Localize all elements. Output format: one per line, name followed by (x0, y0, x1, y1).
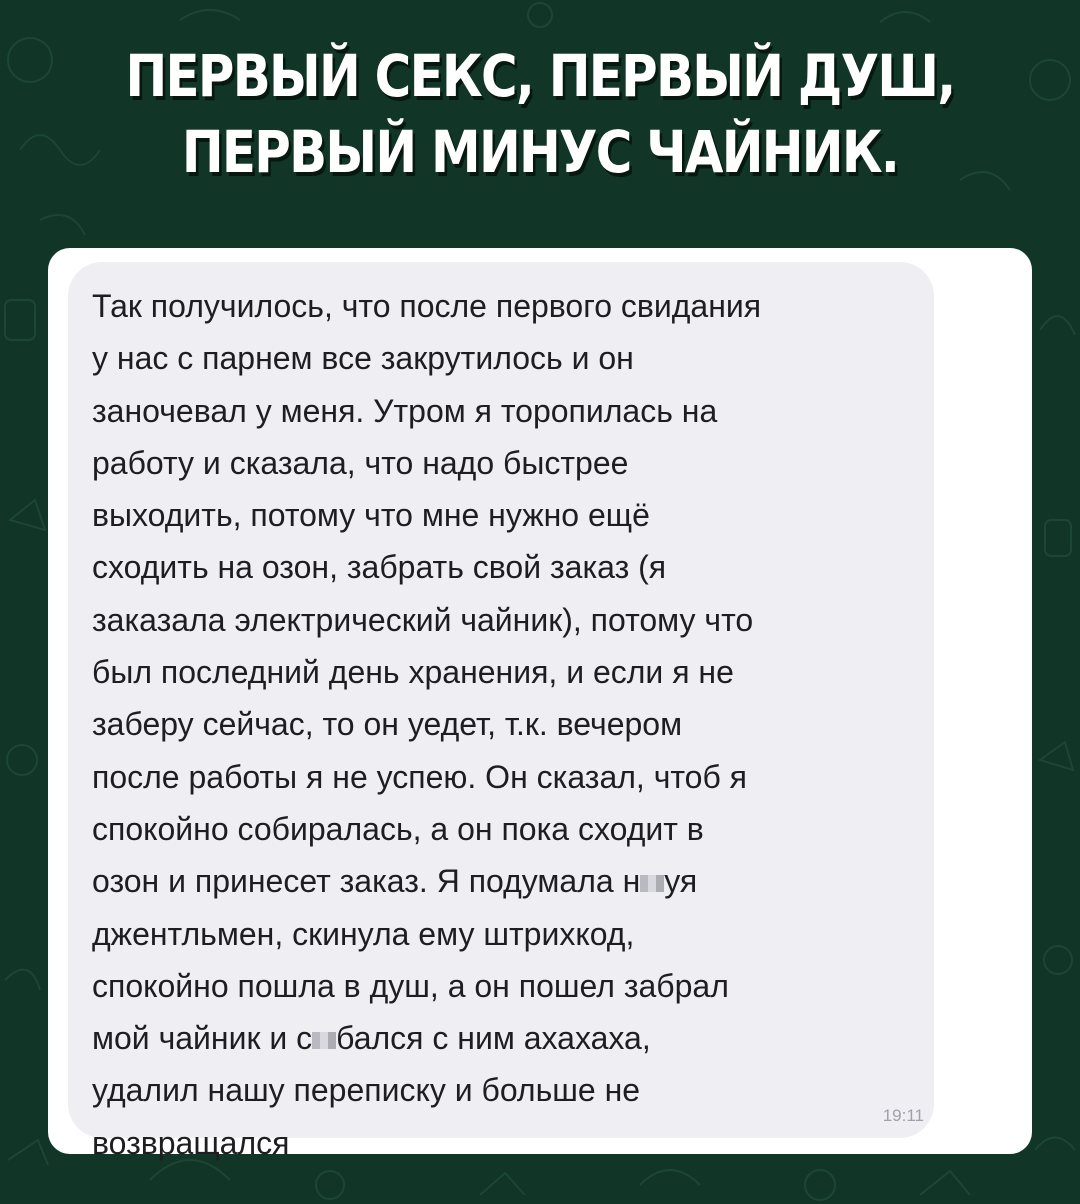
message-line: сходить на озон, забрать свой заказ (я (92, 549, 667, 586)
message-line: заберу сейчас, то он уедет, т.к. вечером (92, 706, 683, 743)
message-line: джентльмен, скинула ему штрихкод, (92, 915, 635, 952)
headline-line-1: ПЕРВЫЙ СЕКС, ПЕРВЫЙ ДУШ, (125, 42, 955, 110)
message-line: спокойно пошла в душ, а он пошел забрал (92, 967, 729, 1004)
message-line: заказала электрический чайник), потому что (92, 601, 754, 638)
message-line: Так получилось, что после первого свидания (92, 288, 762, 324)
headline-line-2: ПЕРВЫЙ МИНУС ЧАЙНИК. (181, 118, 899, 186)
message-text (92, 280, 761, 1169)
message-line-censored (92, 1012, 761, 1064)
message-line: у нас с парнем все закрутилось и он (92, 340, 634, 377)
message-bubble (68, 262, 934, 1161)
message-line: был последний день хранения, и если я не (92, 654, 734, 691)
message-line: спокойно собиралась, а он пока сходит в (92, 810, 704, 847)
message-line-part: уя (664, 863, 698, 900)
screenshot-card (48, 248, 1032, 1161)
censor-pixelation (640, 875, 664, 892)
message-line: после работы я не успею. Он сказал, чтоб я (92, 758, 747, 795)
message-line: заночевал у меня. Утром я торопилась на (92, 392, 718, 429)
message-line: возвращался (92, 1124, 290, 1161)
message-line-censored (92, 855, 761, 907)
message-line: выходить, потому что мне нужно ещё (92, 497, 650, 534)
message-line-part: озон и принесет заказ. Я подумала н (92, 863, 641, 900)
headline (76, 38, 1005, 190)
message-line: удалил нашу переписку и больше не (92, 1072, 641, 1109)
message-line: работу и сказала, что надо быстрее (92, 444, 629, 481)
message-timestamp: 19:11 (882, 1106, 924, 1125)
message-line-part: бался с ним ахахаха, (336, 1020, 651, 1057)
message-line-part: мой чайник и с (92, 1020, 313, 1057)
censor-pixelation (312, 1032, 336, 1049)
